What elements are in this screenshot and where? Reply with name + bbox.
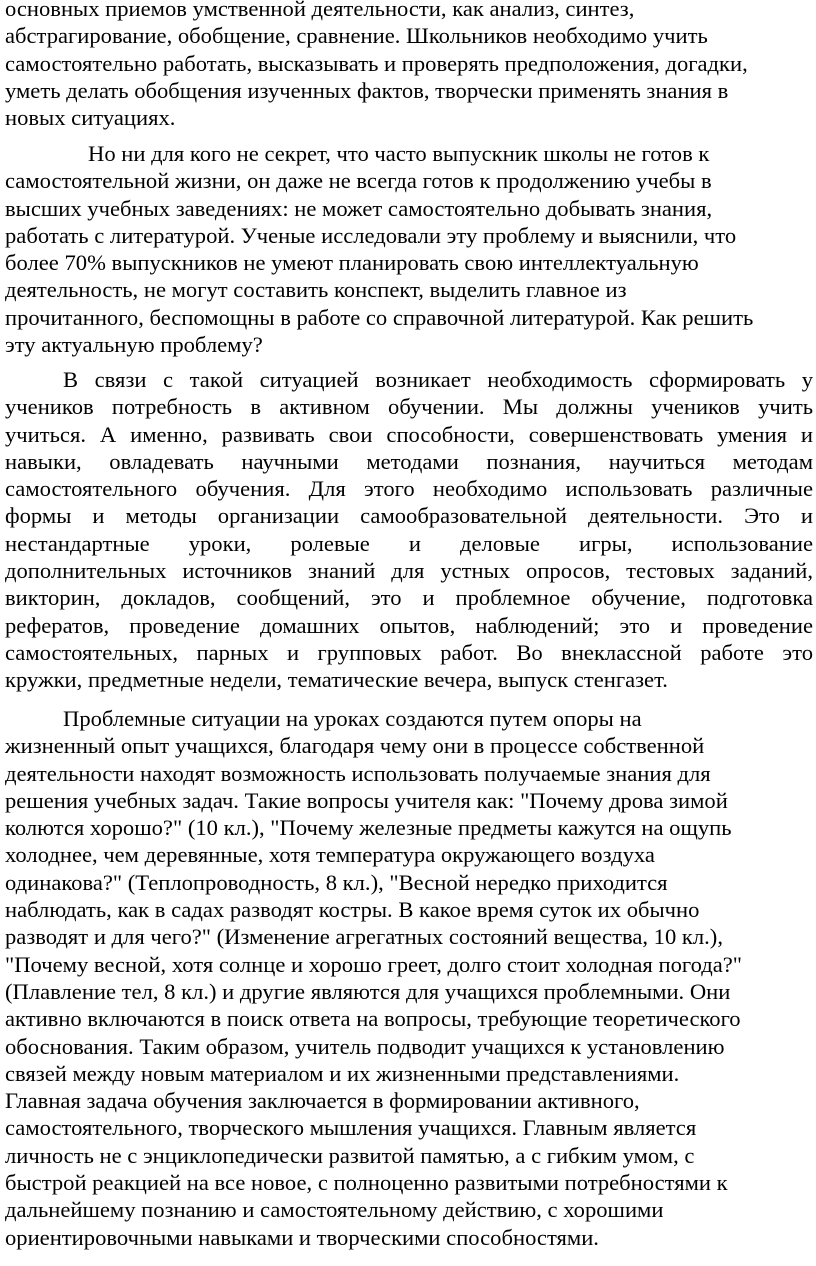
text-line: наблюдать, как в садах разводят костры. В какое время суток их обычно [5,897,700,923]
text-line: (Плавление тел, 8 кл.) и другие являются для учащихся проблемными. Они [5,978,731,1004]
text-line: высших учебных заведениях: не может самостоятельно добывать знания, [5,195,713,221]
text-line: викторин, докладов, сообщений, это и проблемное обучение, подготовка [5,585,813,611]
text-line: абстрагирование, обобщение, сравнение. Школьников необходимо учить [5,23,708,49]
text-line: жизненный опыт учащихся, благодаря чему они в процессе собственной [5,733,705,759]
text-line: самостоятельно работать, высказывать и проверять предположения, догадки, [5,50,748,76]
text-line: рефератов, проведение домашних опытов, наблюдений; это и проведение [5,612,813,638]
text-line: нестандартные уроки, ролевые и деловые игры, использование [5,530,813,556]
paragraph-3 [5,366,813,694]
text-line: деятельности находят возможность использовать получаемые знания для [5,760,711,786]
text-line: дальнейшему познанию и самостоятельному действию, с хорошими [5,1197,664,1223]
text-line: В связи с такой ситуацией возникает необходимость сформировать у [63,367,813,392]
text-line: Главная задача обучения заключается в формировании активного, [5,1088,640,1114]
text-line: ориентировочными навыками и творческими способностями. [5,1224,599,1250]
text-line: самостоятельной жизни, он даже не всегда готов к продолжению учебы в [5,168,712,194]
text-line: работать с литературой. Ученые исследовали эту проблему и выяснили, что [5,222,737,248]
text-line: Но ни для кого не секрет, что часто выпускник школы не готов к [88,141,710,166]
paragraph-4 [5,705,813,1251]
text-line: кружки, предметные недели, тематические вечера, выпуск стенгазет. [5,667,668,693]
text-line: разводят и для чего?" (Изменение агрегатных состояний вещества, 10 кл.), [5,924,723,950]
text-line: быстрой реакцией на все новое, с полноценно развитыми потребностями к [5,1170,728,1196]
text-line: прочитанного, беспомощны в работе со справочной литературой. Как решить [5,304,754,330]
text-line: колются хорошо?" (10 кл.), "Почему железные предметы кажутся на ощупь [5,815,732,841]
text-line: самостоятельного, творческого мышления учащихся. Главным является [5,1115,697,1141]
text-line: самостоятельных, парных и групповых работ. Во внеклассной работе это [5,639,813,665]
text-line: уметь делать обобщения изученных фактов, творчески применять знания в [5,77,729,103]
paragraph-2 [5,140,813,358]
text-line: более 70% выпускников не умеют планировать свою интеллектуальную [5,250,699,276]
text-line: учиться. А именно, развивать свои способности, совершенствовать умения и [5,421,813,447]
text-line: решения учебных задач. Такие вопросы учителя как: "Почему дрова зимой [5,787,728,813]
text-line: эту актуальную проблему? [5,332,263,358]
text-line: новых ситуациях. [5,105,176,131]
text-line: основных приемов умственной деятельности, как анализ, синтез, [5,0,635,21]
text-line: деятельность, не могут составить конспект, выделить главное из [5,277,627,303]
text-line: "Почему весной, хотя солнце и хорошо греет, долго стоит холодная погода?" [5,951,742,977]
paragraph-1 [5,0,813,131]
text-line: формы и методы организации самообразовательной деятельности. Это и [5,503,813,529]
text-line: самостоятельного обучения. Для этого необходимо использовать различные [5,476,813,502]
text-line: дополнительных источников знаний для устных опросов, тестовых заданий, [5,558,813,584]
text-line: Проблемные ситуации на уроках создаются путем опоры на [63,706,642,731]
text-line: обоснования. Таким образом, учитель подводит учащихся к установлению [5,1033,725,1059]
text-line: учеников потребность в активном обучении. Мы должны учеников учить [5,394,813,420]
text-line: личность не с энциклопедически развитой памятью, а с гибким умом, с [5,1142,695,1168]
text-line: одинакова?" (Теплопроводность, 8 кл.), "Весной нередко приходится [5,869,668,895]
text-line: активно включаются в поиск ответа на вопросы, требующие теоретического [5,1006,741,1032]
text-line: навыки, овладевать научными методами познания, научиться методам [5,448,813,474]
text-line: связей между новым материалом и их жизненными представлениями. [5,1060,680,1086]
text-line: холоднее, чем деревянные, хотя температура окружающего воздуха [5,842,655,868]
